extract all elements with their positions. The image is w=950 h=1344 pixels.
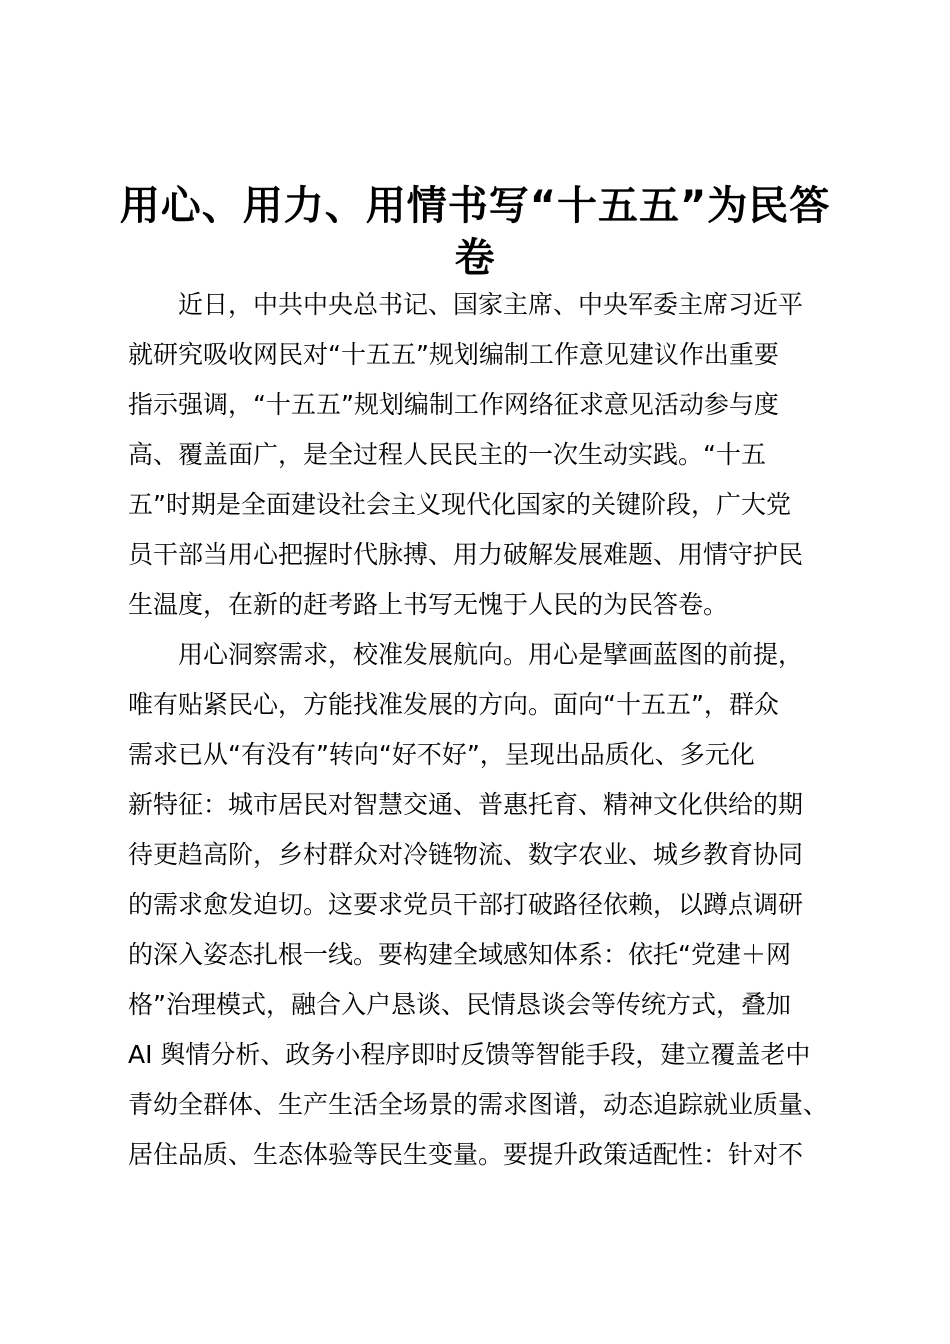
text-line: 五”时期是全面建设社会主义现代化国家的关键阶段，广大党 bbox=[128, 490, 791, 519]
text-line: 格”治理模式，融合入户恳谈、民情恳谈会等传统方式，叠加 bbox=[128, 990, 791, 1019]
text-line: 近日，中共中央总书记、国家主席、中央军委主席习近平 bbox=[128, 290, 804, 319]
text-line: 生温度，在新的赶考路上书写无愧于人民的为民答卷。 bbox=[128, 590, 729, 619]
text-line: 员干部当用心把握时代脉搏、用力破解发展难题、用情守护民 bbox=[128, 540, 804, 569]
text-line: 待更趋高阶，乡村群众对冷链物流、数字农业、城乡教育协同 bbox=[128, 840, 804, 869]
text-line: 指示强调，“十五五”规划编制工作网络征求意见活动参与度 bbox=[128, 390, 779, 419]
text-line: 高、覆盖面广，是全过程人民民主的一次生动实践。“十五 bbox=[128, 440, 766, 469]
document-body bbox=[128, 280, 834, 1180]
paragraph-intro bbox=[128, 280, 834, 630]
text-line: 需求已从“有没有”转向“好不好”，呈现出品质化、多元化 bbox=[128, 740, 755, 769]
text-line: 的需求愈发迫切。这要求党员干部打破路径依赖，以蹲点调研 bbox=[128, 890, 804, 919]
text-line: 居住品质、生态体验等民生变量。要提升政策适配性：针对不 bbox=[128, 1140, 804, 1169]
text-line: AI 舆情分析、政务小程序即时反馈等智能手段，建立覆盖老中 bbox=[128, 1040, 811, 1069]
text-line: 青幼全群体、生产生活全场景的需求图谱，动态追踪就业质量、 bbox=[128, 1090, 829, 1119]
text-line: 的深入姿态扎根一线。要构建全域感知体系：依托“党建＋网 bbox=[128, 940, 791, 969]
text-line: 用心洞察需求，校准发展航向。用心是擘画蓝图的前提， bbox=[128, 640, 804, 669]
text-line: 唯有贴紧民心，方能找准发展的方向。面向“十五五”，群众 bbox=[128, 690, 779, 719]
document-title: 用心、用力、用情书写“十五五”为民答卷 bbox=[119, 183, 831, 281]
text-line: 就研究吸收网民对“十五五”规划编制工作意见建议作出重要 bbox=[128, 340, 779, 369]
paragraph-section-one bbox=[128, 630, 834, 1180]
text-line: 新特征：城市居民对智慧交通、普惠托育、精神文化供给的期 bbox=[128, 790, 804, 819]
